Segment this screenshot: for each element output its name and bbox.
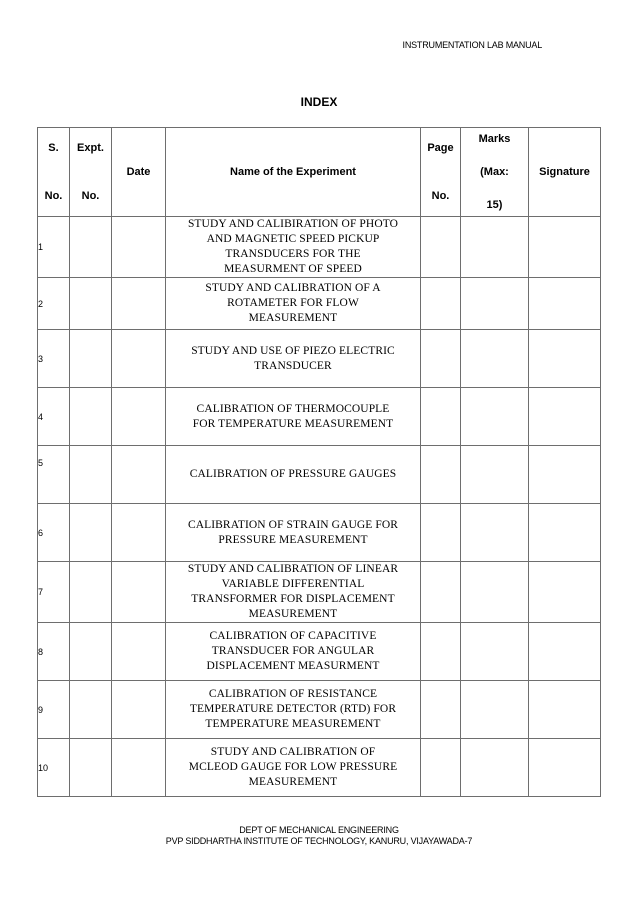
table-row [38, 562, 601, 623]
row-sno: 5 [38, 446, 70, 504]
table-row [38, 217, 601, 278]
marks-cell [461, 217, 529, 278]
experiment-name-line: TEMPERATURE DETECTOR (RTD) FOR [189, 703, 397, 715]
signature-cell [529, 330, 601, 388]
page-no-cell [421, 504, 461, 562]
marks-cell [461, 388, 529, 446]
footer-dept: DEPT OF MECHANICAL ENGINEERING [239, 825, 399, 835]
col-page-no [421, 128, 461, 217]
header-row [38, 128, 601, 217]
date-cell [112, 217, 166, 278]
signature-cell [529, 504, 601, 562]
experiment-name-line: CALIBRATION OF STRAIN GAUGE FOR [187, 518, 399, 531]
col-date: Date [112, 128, 166, 217]
footer [0, 825, 638, 847]
table-body [38, 217, 601, 797]
date-cell [112, 681, 166, 739]
signature-cell [529, 388, 601, 446]
experiment-name-line: STUDY AND CALIBRATION OF LINEAR [187, 563, 399, 575]
experiment-name-line: MCLEOD GAUGE FOR LOW PRESSURE [188, 761, 398, 773]
expt-no-cell [70, 388, 112, 446]
experiment-name-line: AND MAGNETIC SPEED PICKUP [206, 233, 380, 245]
signature-cell [529, 739, 601, 797]
page-no-cell [421, 739, 461, 797]
experiment-name-cell [166, 388, 421, 446]
experiment-name-cell [166, 739, 421, 797]
expt-no-cell [70, 330, 112, 388]
table-row [38, 278, 601, 330]
page-no-cell [421, 681, 461, 739]
signature-cell [529, 623, 601, 681]
experiment-name-line: TRANSDUCER FOR ANGULAR [211, 645, 375, 657]
page-no-cell [421, 446, 461, 504]
experiment-name-line: MEASURMENT OF SPEED [224, 263, 362, 275]
col-signature: Signature [529, 128, 601, 217]
page-no-cell [421, 330, 461, 388]
col-sno [38, 128, 70, 217]
table-row [38, 446, 601, 504]
experiment-name-line: MEASUREMENT [248, 312, 338, 324]
date-cell [112, 504, 166, 562]
marks-cell [461, 330, 529, 388]
experiment-name-line: CALIBRATION OF THERMOCOUPLE [196, 402, 390, 415]
experiment-name-line: TRANSDUCER [254, 359, 332, 372]
marks-cell [461, 739, 529, 797]
experiment-name-cell [166, 446, 421, 504]
experiment-name-cell [166, 330, 421, 388]
signature-cell [529, 278, 601, 330]
expt-no-cell [70, 562, 112, 623]
row-sno: 1 [38, 217, 70, 278]
experiment-name-line: PRESSURE MEASUREMENT [218, 533, 368, 546]
date-cell [112, 739, 166, 797]
experiment-name-line: STUDY AND USE OF PIEZO ELECTRIC [191, 344, 395, 357]
date-cell [112, 278, 166, 330]
expt-no-cell [70, 739, 112, 797]
date-cell [112, 562, 166, 623]
page-no-cell [421, 562, 461, 623]
manual-title: INSTRUMENTATION LAB MANUAL [402, 40, 542, 50]
signature-cell [529, 681, 601, 739]
col-page-line2: No. [431, 190, 450, 202]
row-sno: 9 [38, 681, 70, 739]
signature-cell [529, 217, 601, 278]
experiment-name-line: VARIABLE DIFFERENTIAL [221, 578, 365, 590]
row-sno: 4 [38, 388, 70, 446]
row-sno: 8 [38, 623, 70, 681]
col-page-line1: Page [427, 142, 454, 154]
page-no-cell [421, 388, 461, 446]
expt-no-cell [70, 217, 112, 278]
signature-cell [529, 562, 601, 623]
col-marks-line2: (Max: [480, 166, 509, 178]
page-title: INDEX [300, 95, 338, 109]
row-sno: 2 [38, 278, 70, 330]
experiment-name-line: STUDY AND CALIBRATION OF [210, 746, 376, 758]
experiment-name-line: CALIBRATION OF CAPACITIVE [209, 630, 377, 642]
row-sno: 6 [38, 504, 70, 562]
date-cell [112, 623, 166, 681]
table-row [38, 623, 601, 681]
experiment-name-cell [166, 681, 421, 739]
experiment-name-cell [166, 504, 421, 562]
index-table [37, 127, 601, 797]
expt-no-cell [70, 504, 112, 562]
col-marks-line3: 15) [486, 199, 503, 211]
col-marks-line1: Marks [478, 133, 511, 145]
signature-cell [529, 446, 601, 504]
marks-cell [461, 623, 529, 681]
marks-cell [461, 504, 529, 562]
marks-cell [461, 681, 529, 739]
table-row [38, 504, 601, 562]
experiment-name-line: CALIBRATION OF PRESSURE GAUGES [189, 468, 397, 480]
expt-no-cell [70, 278, 112, 330]
experiment-name-line: MEASUREMENT [248, 776, 338, 788]
col-experiment-name: Name of the Experiment [166, 128, 421, 217]
marks-cell [461, 562, 529, 623]
col-marks [461, 128, 529, 217]
expt-no-cell [70, 446, 112, 504]
expt-no-cell [70, 623, 112, 681]
marks-cell [461, 446, 529, 504]
table-row [38, 388, 601, 446]
col-expt-no [70, 128, 112, 217]
experiment-name-line: TRANSFORMER FOR DISPLACEMENT [191, 593, 395, 605]
col-expt-line1: Expt. [77, 142, 104, 154]
experiment-name-line: STUDY AND CALIBRATION OF A [205, 282, 381, 294]
experiment-name-line: ROTAMETER FOR FLOW [227, 297, 359, 309]
date-cell [112, 446, 166, 504]
experiment-name-line: STUDY AND CALIBIRATION OF PHOTO [187, 218, 399, 230]
page-no-cell [421, 278, 461, 330]
experiment-name-line: TRANSDUCERS FOR THE [225, 248, 361, 260]
experiment-name-line: TEMPERATURE MEASUREMENT [205, 718, 381, 730]
experiment-name-line: FOR TEMPERATURE MEASUREMENT [192, 417, 394, 430]
col-expt-line2: No. [81, 190, 100, 202]
page-no-cell [421, 217, 461, 278]
row-sno: 10 [38, 739, 70, 797]
experiment-name-cell [166, 217, 421, 278]
row-sno: 7 [38, 562, 70, 623]
date-cell [112, 330, 166, 388]
experiment-name-cell [166, 278, 421, 330]
col-sno-line2: No. [44, 190, 63, 202]
marks-cell [461, 278, 529, 330]
experiment-name-line: MEASUREMENT [248, 608, 338, 620]
experiment-name-cell [166, 623, 421, 681]
experiment-name-cell [166, 562, 421, 623]
footer-institute: PVP SIDDHARTHA INSTITUTE OF TECHNOLOGY, KANURU, VIJAYAWADA-7 [165, 836, 473, 846]
table-row [38, 330, 601, 388]
table-row [38, 739, 601, 797]
expt-no-cell [70, 681, 112, 739]
col-sno-line1: S. [48, 142, 59, 154]
date-cell [112, 388, 166, 446]
experiment-name-line: DISPLACEMENT MEASURMENT [206, 660, 380, 672]
experiment-name-line: CALIBRATION OF RESISTANCE [208, 688, 378, 700]
table-row [38, 681, 601, 739]
row-sno: 3 [38, 330, 70, 388]
page-no-cell [421, 623, 461, 681]
